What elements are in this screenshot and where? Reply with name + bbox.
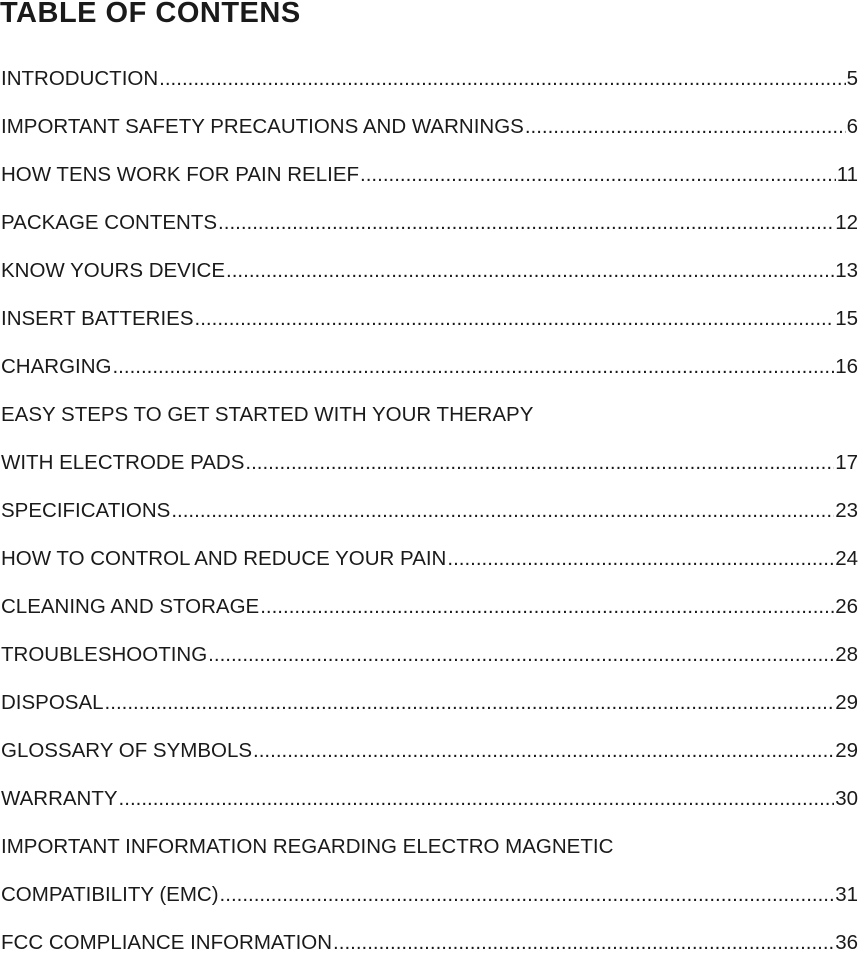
toc-entry-label: DISPOSAL bbox=[1, 691, 104, 714]
toc-entry bbox=[0, 638, 858, 686]
toc-dot-leader bbox=[226, 254, 834, 288]
toc-page-number: 24 bbox=[835, 547, 858, 570]
toc-entry bbox=[0, 734, 858, 782]
toc-page-number: 11 bbox=[836, 163, 858, 186]
toc-dot-leader bbox=[253, 734, 834, 768]
toc-dot-leader bbox=[220, 878, 835, 912]
toc-dot-leader bbox=[208, 638, 834, 672]
toc-entry bbox=[0, 926, 858, 974]
toc-page-number: 13 bbox=[835, 259, 858, 282]
toc-entry-label: CHARGING bbox=[1, 355, 112, 378]
toc-dot-leader bbox=[333, 926, 834, 960]
toc-entry-label: INTRODUCTION bbox=[1, 67, 159, 90]
toc-entry-label: KNOW YOURS DEVICE bbox=[1, 259, 226, 282]
toc-entry bbox=[0, 254, 858, 302]
toc-entry-label: INSERT BATTERIES bbox=[1, 307, 194, 330]
toc-dot-leader bbox=[260, 590, 834, 624]
toc-dot-leader bbox=[218, 206, 834, 240]
toc-entry-label: FCC COMPLIANCE INFORMATION bbox=[1, 931, 333, 954]
toc-page-number: 15 bbox=[835, 307, 858, 330]
toc-page-number: 12 bbox=[835, 211, 858, 234]
toc-dot-leader bbox=[119, 782, 835, 816]
toc-page-number: 29 bbox=[835, 691, 858, 714]
toc-page-number: 5 bbox=[846, 67, 858, 90]
toc-dot-leader bbox=[105, 686, 835, 720]
toc-entry-label: SPECIFICATIONS bbox=[1, 499, 171, 522]
toc-entry-continued bbox=[0, 830, 858, 878]
toc-entry-label: COMPATIBILITY (EMC) bbox=[1, 883, 219, 906]
toc-entry bbox=[0, 494, 858, 542]
toc-entry-label: WITH ELECTRODE PADS bbox=[1, 451, 245, 474]
toc-entry bbox=[0, 62, 858, 110]
toc-entry bbox=[0, 686, 858, 734]
table-of-contents bbox=[0, 62, 858, 974]
toc-entry bbox=[0, 206, 858, 254]
toc-entry-label: IMPORTANT SAFETY PRECAUTIONS AND WARNINGS bbox=[1, 115, 524, 138]
toc-entry bbox=[0, 350, 858, 398]
toc-dot-leader bbox=[195, 302, 835, 336]
toc-page-number: 28 bbox=[835, 643, 858, 666]
toc-dot-leader bbox=[360, 158, 836, 192]
toc-page-number: 17 bbox=[835, 451, 858, 474]
toc-page-number: 6 bbox=[846, 115, 858, 138]
toc-dot-leader bbox=[112, 350, 834, 384]
toc-entry-label: TROUBLESHOOTING bbox=[1, 643, 208, 666]
toc-entry-label: WARRANTY bbox=[1, 787, 118, 810]
toc-entry bbox=[0, 302, 858, 350]
toc-dot-leader bbox=[171, 494, 834, 528]
toc-entry-label: IMPORTANT INFORMATION REGARDING ELECTRO MAGNETIC bbox=[1, 835, 614, 858]
toc-entry bbox=[0, 110, 858, 158]
toc-dot-leader bbox=[245, 446, 834, 480]
toc-entry bbox=[0, 590, 858, 638]
toc-entry-label: PACKAGE CONTENTS bbox=[1, 211, 218, 234]
toc-entry-label: HOW TENS WORK FOR PAIN RELIEF bbox=[1, 163, 360, 186]
toc-entry bbox=[0, 878, 858, 926]
toc-entry-label: EASY STEPS TO GET STARTED WITH YOUR THERAPY bbox=[1, 403, 534, 426]
toc-entry bbox=[0, 782, 858, 830]
toc-entry bbox=[0, 446, 858, 494]
toc-page-number: 31 bbox=[835, 883, 858, 906]
toc-page-number: 30 bbox=[835, 787, 858, 810]
toc-entry-label: CLEANING AND STORAGE bbox=[1, 595, 260, 618]
toc-dot-leader bbox=[159, 62, 845, 96]
toc-entry bbox=[0, 542, 858, 590]
toc-page-number: 16 bbox=[835, 355, 858, 378]
toc-entry bbox=[0, 158, 858, 206]
toc-page-number: 29 bbox=[835, 739, 858, 762]
page-title: TABLE OF CONTENS bbox=[0, 0, 301, 29]
toc-page-number: 26 bbox=[835, 595, 858, 618]
toc-page-number: 23 bbox=[835, 499, 858, 522]
toc-dot-leader bbox=[525, 110, 846, 144]
toc-entry-label: HOW TO CONTROL AND REDUCE YOUR PAIN bbox=[1, 547, 447, 570]
toc-dot-leader bbox=[447, 542, 834, 576]
toc-entry-label: GLOSSARY OF SYMBOLS bbox=[1, 739, 253, 762]
toc-page-number: 36 bbox=[835, 931, 858, 954]
toc-entry-continued bbox=[0, 398, 858, 446]
